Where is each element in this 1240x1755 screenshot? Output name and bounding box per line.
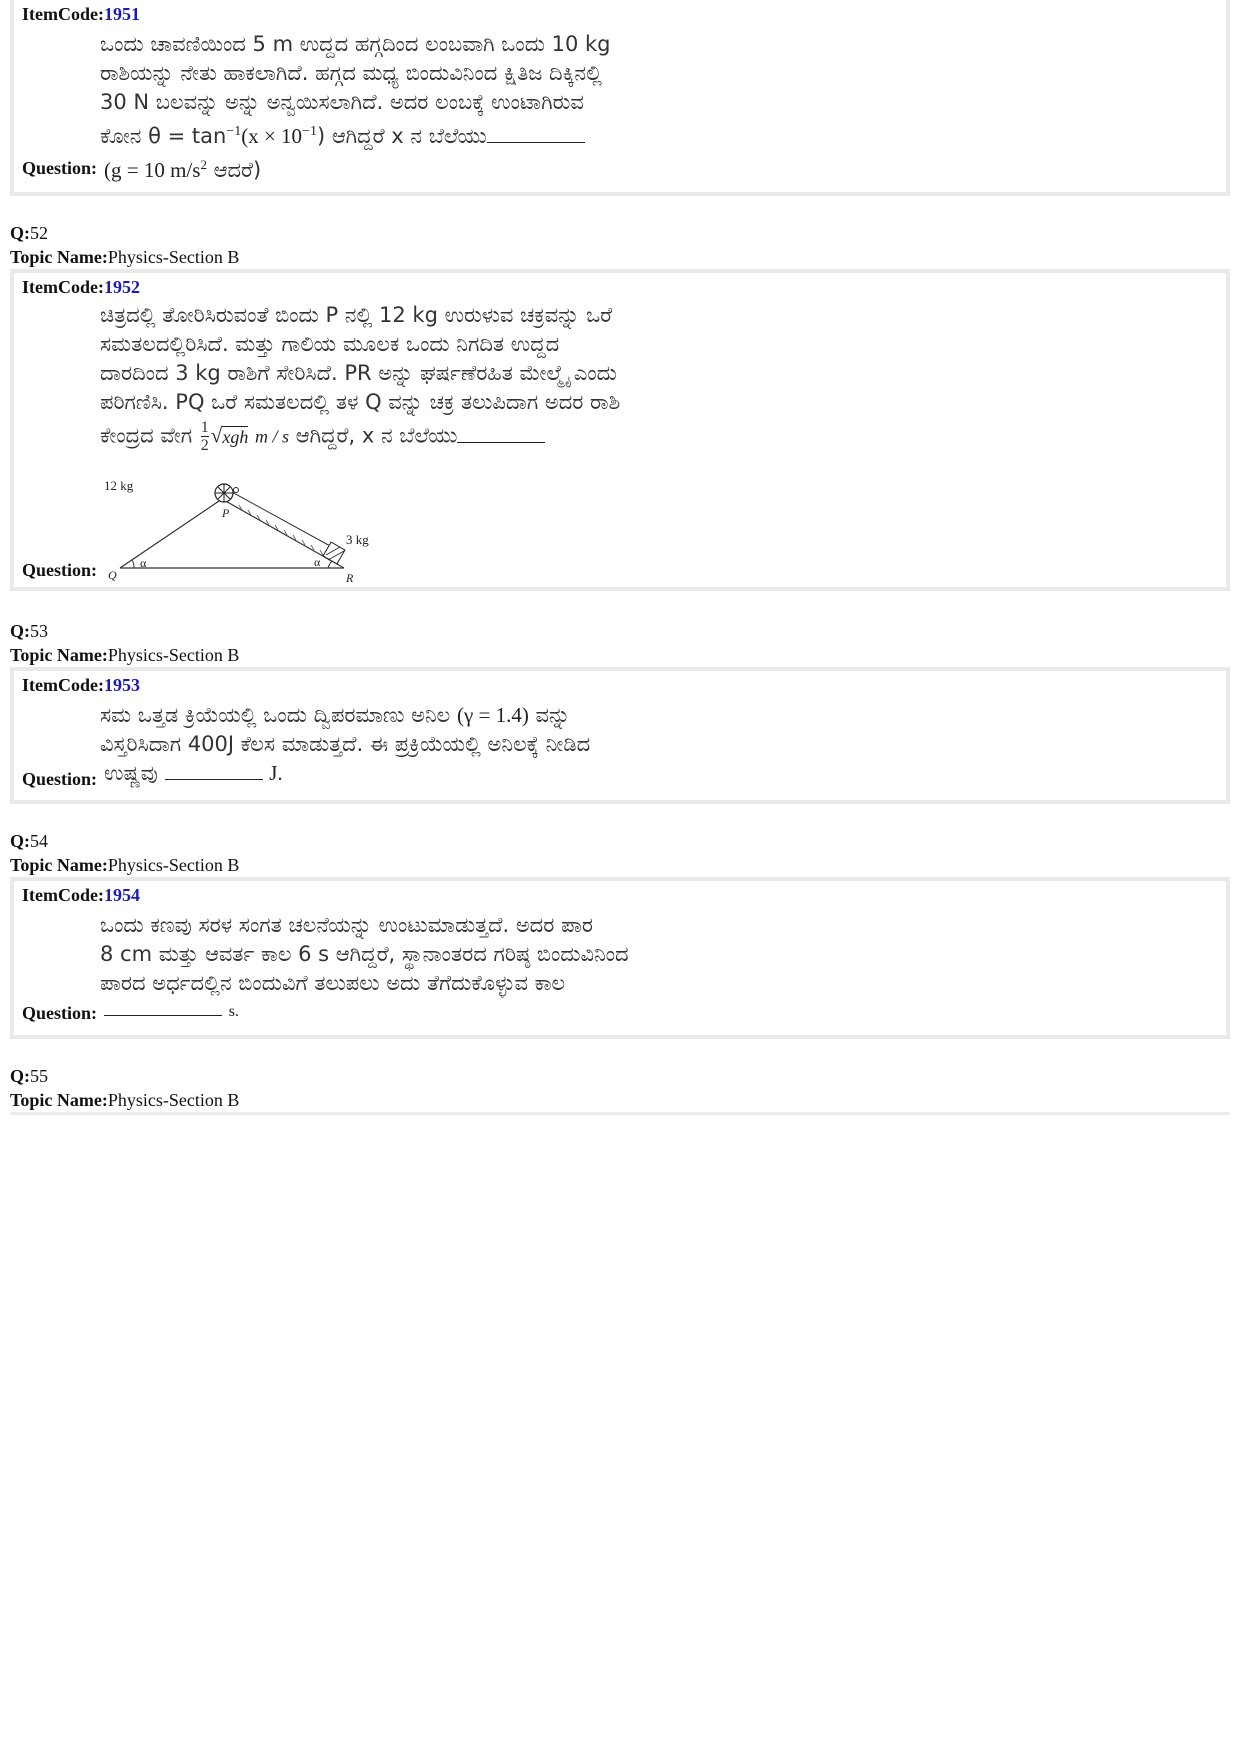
item-code: ItemCode:1954 xyxy=(22,885,140,905)
question-card-1951 xyxy=(10,0,1230,196)
question-text: ಒಂದು ಕಣವು ಸರಳ ಸಂಗತ ಚಲನೆಯನ್ನು ಉಂಟುಮಾಡುತ್ತದೆ. ಅದರ ಪಾರ 8 cm ಮತ್ತು ಆವರ್ತ ಕಾಲ 6 s ಆಗಿದ್ದರೆ, ಸ್ಥಾನಾಂತರದ ಗರಿಷ್ಠ ಬಿಂದುವಿನಿಂದ ಪಾರದ ಅರ್ಧದಲ್ಲಿನ ಬಿಂದುವಿಗೆ ತಲುಪಲು ಅದು ತೆಗೆದುಕೊಳ್ಳುವ ಕಾಲ xyxy=(100,913,629,995)
question-label: Question: xyxy=(22,560,98,580)
question-number: Q:53 xyxy=(10,621,48,641)
angle-q: α xyxy=(140,556,147,570)
question-text: ಚಿತ್ರದಲ್ಲಿ ತೋರಿಸಿರುವಂತೆ ಬಿಂದು P ನಲ್ಲಿ 12 kg ಉರುಳುವ ಚಕ್ರವನ್ನು ಒರೆ ಸಮತಲದಲ್ಲಿರಿಸಿದೆ. ಮತ್ತು ಗಾಲಿಯ ಮೂಲಕ ಒಂದು ನಿಗದಿತ ಉದ್ದದ ದಾರದಿಂದ 3 kg ರಾಶಿಗೆ ಸೇರಿಸಿದೆ. PR ಅನ್ನು ಘರ್ಷಣೆರಹಿತ ಮೇಲ್ಮೈ ಎಂದು ಪರಿಗಣಿಸಿ. PQ ಒರೆ ಸಮತಲದಲ್ಲಿ ತಳ Q ವನ್ನು ಚಕ್ರ ತಲುಪಿದಾಗ ಅದರ ರಾಶಿ xyxy=(100,303,621,414)
topic-name: Topic Name:Physics-Section B xyxy=(10,855,240,875)
answer-blank xyxy=(457,424,545,443)
angle-r: α xyxy=(314,555,321,569)
question-note: (g = 10 $m/s^2$ ಆದರೆ) xyxy=(104,157,262,182)
question-tail: s. xyxy=(104,995,239,1026)
question-number: Q:55 xyxy=(10,1066,48,1086)
answer-blank xyxy=(165,761,263,780)
question-card-1952 xyxy=(10,269,1230,591)
point-r: R xyxy=(346,571,354,583)
topic-name: Topic Name:Physics-Section B xyxy=(10,1090,240,1110)
item-code: ItemCode:1952 xyxy=(22,277,140,297)
question-tail: ಉಷ್ಣವು J. xyxy=(104,761,283,785)
velocity-line: ಕೇಂದ್ರದ ವೇಗ $\frac{1}{2}$ √xgh m / s ಆಗಿದ್ದರೆ, x ನ ಬೆಲೆಯು xyxy=(100,419,545,459)
incline-figure xyxy=(104,463,424,583)
mass-label-block: 3 kg xyxy=(346,532,369,547)
topic-name: Topic Name:Physics-Section B xyxy=(10,645,240,665)
block-icon xyxy=(323,542,345,564)
card-top-border xyxy=(10,1112,1230,1115)
question-label: Question: xyxy=(22,769,98,789)
answer-blank xyxy=(487,124,585,143)
question-text: ಸಮ ಒತ್ತಡ ಕ್ರಿಯೆಯಲ್ಲಿ ಒಂದು ದ್ವಿಪರಮಾಣು ಅನಿಲ (γ = 1.4) ವನ್ನು ವಿಸ್ತರಿಸಿದಾಗ 400J ಕೆಲಸ ಮಾಡುತ್ತದೆ. ಈ ಪ್ರಕ್ರಿಯೆಯಲ್ಲಿ ಅನಿಲಕ್ಕೆ ನೀಡಿದ xyxy=(100,703,591,756)
topic-name: Topic Name:Physics-Section B xyxy=(10,247,240,267)
mass-label-wheel: 12 kg xyxy=(104,478,134,493)
item-code: ItemCode:1951 xyxy=(22,4,140,24)
question-label: Question: xyxy=(22,1003,98,1023)
question-number: Q:52 xyxy=(10,223,48,243)
question-card-1954 xyxy=(10,877,1230,1039)
question-label: Question: xyxy=(22,158,98,178)
answer-blank xyxy=(104,997,222,1016)
point-p: P xyxy=(222,506,230,520)
wheel-icon xyxy=(215,484,233,502)
point-q: Q xyxy=(108,568,117,582)
question-number: Q:54 xyxy=(10,831,48,851)
question-card-1953 xyxy=(10,667,1230,804)
item-code: ItemCode:1953 xyxy=(22,675,140,695)
question-text: ಒಂದು ಚಾವಣಿಯಿಂದ 5 m ಉದ್ದದ ಹಗ್ಗದಿಂದ ಲಂಬವಾಗಿ ಒಂದು 10 kg ರಾಶಿಯನ್ನು ನೇತು ಹಾಕಲಾಗಿದೆ. ಹಗ್ಗದ ಮಧ್ಯ ಬಿಂದುವಿನಿಂದ ಕ್ಷಿತಿಜ ದಿಕ್ಕಿನಲ್ಲಿ 30 N ಬಲವನ್ನು ಅನ್ನು ಅನ್ವಯಿಸಲಾಗಿದೆ. ಅದರ ಲಂಬಕ್ಕೆ ಉಂಟಾಗಿರುವ ಕೋನ $\theta = \tan^{-1}(x \times 10^{-1})$ ಆಗಿದ್ದರೆ x ನ ಬೆಲೆಯು xyxy=(100,32,611,148)
